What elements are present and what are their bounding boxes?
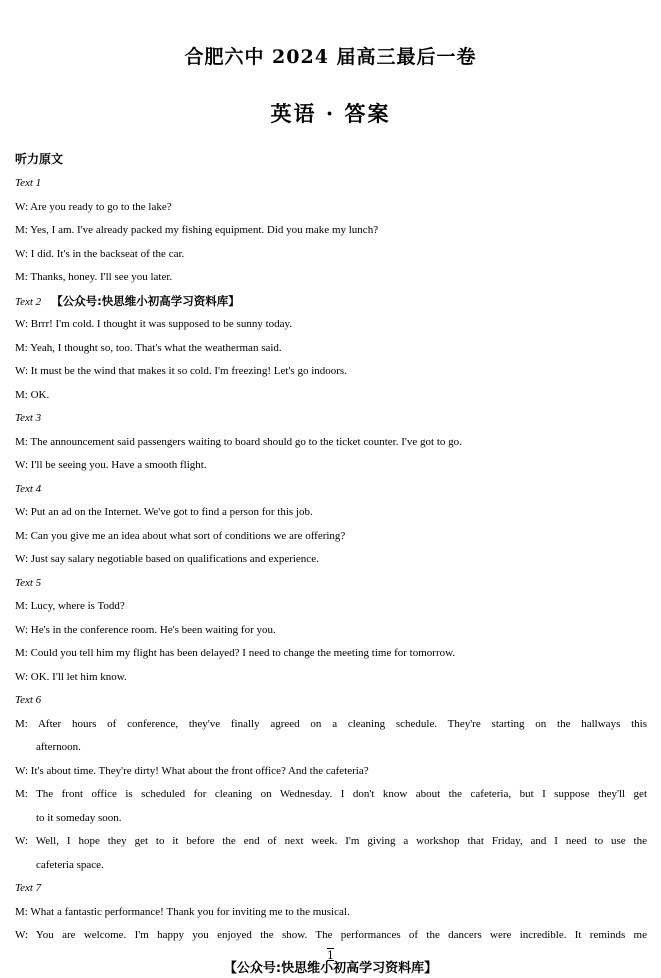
text-label-title: Text 1: [15, 177, 42, 189]
dialogue-continuation: to it someday soon.: [36, 811, 122, 824]
dialogue-continuation: afternoon.: [36, 741, 81, 753]
dialogue-line: M: The front office is scheduled for cleaning on Wednesday. I don't know about the cafeteria, but I suppose they'll get: [15, 788, 647, 800]
dialogue-line: W: OK. I'll let him know.: [15, 670, 127, 683]
dialogue-line: W: Are you ready to go to the lake?: [15, 200, 172, 213]
dialogue-line: W: It's about time. They're dirty! What about the front office? And the cafeteria?: [15, 764, 369, 777]
dialogue-line: M: Yeah, I thought so, too. That's what the weatherman said.: [15, 341, 282, 354]
text-label-title: Text 6: [15, 694, 42, 706]
text-label-title: Text 4: [15, 482, 42, 495]
dialogue-line: M: Yes, I am. I've already packed my fishing equipment. Did you make my lunch?: [15, 224, 379, 236]
dialogue-continuation: cafeteria space.: [36, 858, 104, 871]
text-label: [15, 290, 647, 314]
dialogue-line: M: Can you give me an idea about what sort of conditions we are offering?: [15, 529, 346, 542]
dialogue-line: M: Thanks, honey. I'll see you later.: [15, 271, 173, 283]
dialogue-line: M: Could you tell him my flight has been delayed? I need to change the meeting time for tomorrow.: [15, 647, 456, 659]
text-label-title: Text 3: [15, 412, 42, 424]
dialogue-line: M: OK.: [15, 388, 50, 401]
page-number: 1: [327, 949, 334, 962]
dialogue-line: M: What a fantastic performance! Thank you for inviting me to the musical.: [15, 905, 350, 918]
text-label: [15, 689, 647, 713]
dialogue-line: W: Put an ad on the Internet. We've got to find a person for this job.: [15, 506, 313, 518]
dialogue-line: M: After hours of conference, they've finally agreed on a cleaning schedule. They're starting on the hallways this: [15, 717, 647, 730]
transcript-body: [15, 172, 647, 948]
dialogue-line: W: You are welcome. I'm happy you enjoyed the show. The performances of the dancers were incredible. It reminds me: [15, 929, 647, 941]
text-label: [15, 172, 647, 196]
text-label: [15, 572, 647, 596]
dialogue-line: W: Brrr! I'm cold. I thought it was supposed to be sunny today.: [15, 318, 293, 330]
inline-watermark: 【公众号:快思维小初高学习资料库】: [51, 293, 240, 308]
dialogue-line: W: Just say salary negotiable based on qualifications and experience.: [15, 553, 319, 565]
section-heading: 听力原文: [15, 152, 64, 166]
text-label: [15, 478, 647, 502]
dialogue-line: M: The announcement said passengers waiting to board should go to the ticket counter. I've got to go.: [15, 435, 462, 448]
text-label: [15, 407, 647, 431]
footer-watermark: 【公众号:快思维小初高学习资料库】: [223, 961, 438, 976]
dialogue-line: W: He's in the conference room. He's been waiting for you.: [15, 623, 276, 636]
dialogue-line: W: Well, I hope they get to it before the end of next week. I'm giving a workshop that Friday, and I need to use the: [15, 835, 647, 847]
dialogue-line: M: Lucy, where is Todd?: [15, 600, 125, 612]
document-subtitle: 英语 · 答案: [270, 101, 391, 126]
text-label: [15, 877, 647, 901]
dialogue-line: W: I'll be seeing you. Have a smooth flight.: [15, 459, 207, 471]
document-title: 合肥六中 2024 届高三最后一卷: [184, 46, 477, 68]
text-label-title: Text 5: [15, 576, 42, 589]
text-label-title: Text 2: [15, 295, 42, 308]
dialogue-line: W: I did. It's in the backseat of the car.: [15, 247, 185, 260]
text-label-title: Text 7: [15, 882, 42, 894]
dialogue-line: W: It must be the wind that makes it so cold. I'm freezing! Let's go indoors.: [15, 365, 347, 377]
